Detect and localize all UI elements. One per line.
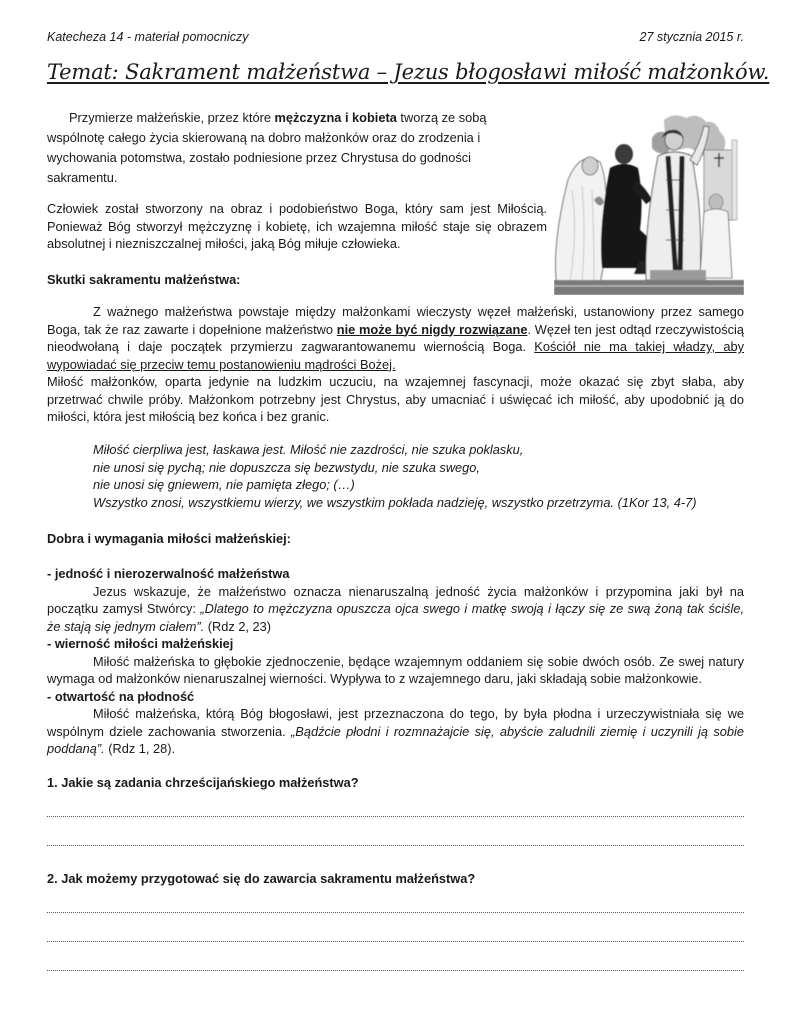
subheading-wiernosc: - wierność miłości małżeńskiej [47, 636, 234, 651]
jednosc-quote: „Dlatego to mężczyzna opuszcza ojca swego i matkę swoją i łączy się ze swą żoną tak ściśle, że stają się jednym ciałem”. [47, 601, 745, 634]
skutki-paragraphs [47, 303, 744, 426]
question-2: 2. Jak możemy przygotować się do zawarcia sakramentu małżeństwa? [47, 871, 476, 886]
intro-text-bold: mężczyzna i kobieta [274, 110, 397, 125]
subheading-plodnosc: - otwartość na płodność [47, 688, 195, 704]
answer-line[interactable] [47, 912, 744, 913]
section-heading-skutki: Skutki sakramentu małżeństwa: [47, 272, 241, 287]
quote-line: Miłość cierpliwa jest, łaskawa jest. Miłość nie zazdrości, nie szuka poklasku, [93, 442, 524, 457]
wiernosc-text: Miłość małżeńska to głębokie zjednoczenie, będące wzajemnym oddaniem się sobie dwóch osób. Ze swej natury wymaga od małżonków nienaruszalnej wierności. Wypływa to z wzajemnego daru, jaki składają sobie małżonkowie. [47, 653, 744, 686]
intro-text-a: Przymierze małżeńskie, przez które [69, 110, 275, 125]
skutki-text-bold: nie może być nigdy rozwiązane [336, 321, 528, 337]
quote-line: nie unosi się pychą; nie dopuszcza się bezwstydu, nie szuka swego, [93, 459, 480, 475]
skutki-text-a: Z ważnego małżeństwa powstaje między małżonkami wieczysty węzeł małżeński, ustanowiony przez samego Boga, tak że raz zawarte i dopełnione małżeństwo [47, 304, 744, 337]
skutki-text-underline: Kościół nie ma takiej władzy, aby wypowiadać się przeciw temu postanowieniu mądrości Bożej. [47, 339, 744, 372]
jednosc-ref: (Rdz 2, 23) [204, 618, 272, 634]
answer-line[interactable] [47, 941, 744, 942]
plodnosc-text: Miłość małżeńska, którą Bóg błogosławi, jest przeznaczona do tego, by była płodna i urzeczywistniała się we wspólnym dziele zachowania stworzenia. [47, 706, 744, 739]
subheading-jednosc: - jedność i nierozerwalność małżeństwa [47, 566, 290, 581]
answer-line[interactable] [47, 845, 744, 846]
plodnosc-paragraph [47, 705, 744, 758]
section-heading-dobra: Dobra i wymagania miłości małżeńskiej: [47, 531, 291, 546]
header-left: Katecheza 14 - materiał pomocniczy [47, 30, 249, 44]
page-title: Temat: Sakrament małżeństwa – Jezus błogosławi miłość małżonków. [47, 60, 770, 84]
wiernosc-paragraph [47, 653, 744, 688]
quote-line: nie unosi się gniewem, nie pamięta złego; (…) [93, 477, 355, 492]
question-1: 1. Jakie są zadania chrześcijańskiego małżeństwa? [47, 775, 359, 790]
plodnosc-ref: (Rdz 1, 28). [104, 741, 176, 756]
bible-quote [93, 441, 753, 511]
intro-paragraph-2: Człowiek został stworzony na obraz i podobieństwo Boga, który sam jest Miłością. Ponieważ Bóg stworzył mężczyznę i kobietę, ich wzajemna miłość staje się obrazem absolutnej i niezniszczalnej miłości, jaką Bóg miłuje człowieka. [47, 201, 547, 251]
wedding-illustration [554, 110, 744, 295]
dobra-sections [47, 565, 744, 758]
skutki-text-b: . Węzeł ten jest odtąd rzeczywistością nieodwołaną i daje początek przymierzu zagwarantowanemu wiernością Boga. [47, 321, 744, 354]
jednosc-paragraph [47, 583, 744, 636]
intro-paragraph-1 [47, 108, 492, 188]
quote-line: Wszystko znosi, wszystkiemu wierzy, we wszystkim pokłada nadzieję, wszystko przetrzyma. (1Kor 13, 4-7) [93, 494, 697, 510]
answer-line[interactable] [47, 970, 744, 971]
header-date: 27 stycznia 2015 r. [639, 30, 744, 44]
skutki-paragraph-1 [47, 303, 744, 373]
intro-text-b: tworzą ze sobą wspólnotę całego życia skierowaną na dobro małżonków oraz do zrodzenia i wychowania potomstwa, zostało podniesione przez Chrystusa do godności sakramentu. [47, 110, 487, 185]
answer-line[interactable] [47, 816, 744, 817]
plodnosc-quote: „Bądźcie płodni i rozmnażajcie się, abyście zaludnili ziemię i uczynili ją sobie poddaną”. [47, 723, 744, 756]
skutki-paragraph-2: Miłość małżonków, oparta jedynie na ludzkim uczuciu, na wzajemnej fascynacji, może okazać się zbyt słaba, aby przetrwać chwile próby. Małżonkom potrzebny jest Chrystus, aby umacniać i uświęcać ich miłość, aby upodobnić ją do miłości, która jest miłością bez końca i bez granic. [47, 374, 744, 424]
jednosc-text: Jezus wskazuje, że małżeństwo oznacza nienaruszalną jedność życia małżonków i przypomina jaki był na początku zamysł Stwórcy: [47, 583, 744, 616]
